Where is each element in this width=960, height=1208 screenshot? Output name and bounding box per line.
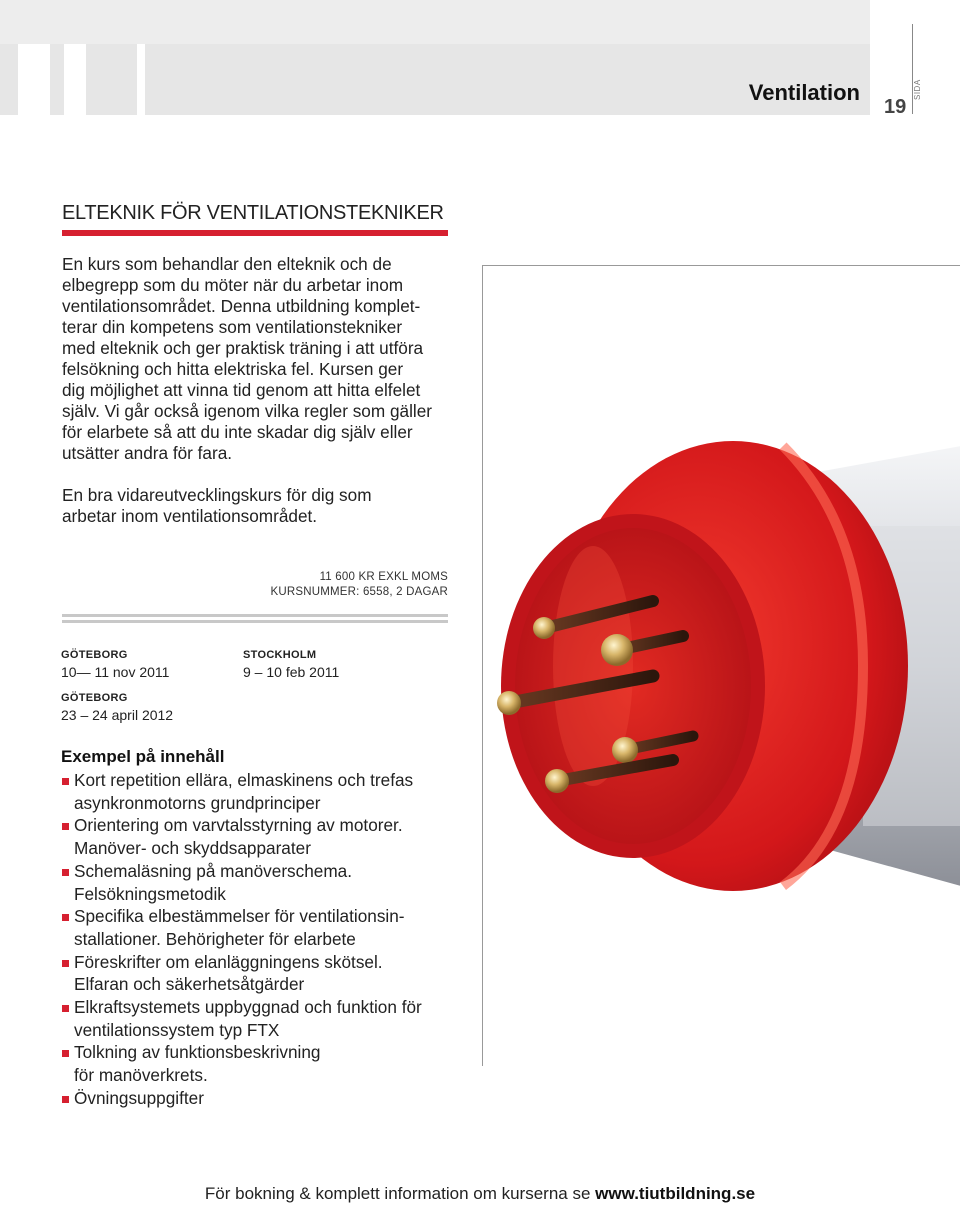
header-decor-bar	[137, 44, 145, 115]
intro-line: dig möjlighet att vinna tid genom att hitta elfelet	[62, 380, 421, 400]
list-item-line: Tolkning av funktionsbeskrivning	[74, 1042, 321, 1063]
list-item-line: för manöverkrets.	[74, 1065, 208, 1086]
intro-line: elbegrepp som du möter när du arbetar inom	[62, 275, 404, 295]
bullet-square-icon	[62, 1005, 69, 1012]
intro-line: En bra vidareutvecklingskurs för dig som	[62, 485, 372, 505]
list-item	[62, 769, 462, 814]
list-item	[62, 905, 462, 950]
date-goteborg-2	[61, 692, 173, 723]
intro-line: själv. Vi går också igenom vilka regler som gäller	[62, 401, 433, 421]
content-heading: Exempel på innehåll	[61, 747, 225, 766]
price-info	[200, 570, 448, 600]
list-item	[62, 814, 462, 859]
divider-rules	[62, 614, 448, 626]
list-item-line: Manöver- och skyddsapparater	[74, 838, 311, 859]
list-item-line: stallationer. Behörigheter för elarbete	[74, 928, 356, 949]
intro-line: för elarbete så att du inte skadar dig själv eller	[62, 422, 413, 442]
bullet-square-icon	[62, 1050, 69, 1057]
bullet-square-icon	[62, 1096, 69, 1103]
page-number: 19	[884, 96, 907, 118]
intro-paragraph	[62, 254, 454, 464]
intro-line: felsökning och hitta elektriska fel. Kursen ger	[62, 359, 404, 379]
list-item-line: Föreskrifter om elanläggningens skötsel.	[74, 951, 383, 972]
list-item	[62, 996, 462, 1041]
list-item-line: Kort repetition ellära, elmaskinens och trefas	[74, 770, 414, 790]
list-item-line: Schemaläsning på manöverschema.	[74, 860, 353, 881]
list-item-line: Felsökningsmetodik	[74, 883, 226, 904]
page-divider	[912, 24, 913, 114]
list-item-line: Övningsuppgifter	[74, 1087, 204, 1108]
bullet-square-icon	[62, 823, 69, 830]
course-intro	[62, 254, 454, 548]
list-item	[62, 860, 462, 905]
list-item-line: Elkraftsystemets uppbyggnad och funktion för	[74, 997, 422, 1018]
website-link[interactable]: www.tiutbildning.se	[595, 1184, 756, 1203]
bullet-square-icon	[62, 869, 69, 876]
course-number: KURSNUMMER: 6558, 2 DAGAR	[270, 586, 448, 598]
list-item	[62, 1041, 462, 1086]
city-label: STOCKHOLM	[243, 649, 317, 661]
city-label: GÖTEBORG	[61, 649, 128, 661]
bullet-square-icon	[62, 960, 69, 967]
header-top-band	[0, 0, 870, 44]
bullet-square-icon	[62, 778, 69, 785]
intro-line: terar din kompetens som ventilationstekniker	[62, 317, 403, 337]
date-label: 9 – 10 feb 2011	[243, 664, 340, 680]
course-title: ELTEKNIK FÖR VENTILATIONSTEKNIKER	[62, 202, 444, 224]
footer	[0, 1184, 960, 1204]
list-item	[62, 951, 462, 996]
bullet-square-icon	[62, 914, 69, 921]
list-item-line: Orientering om varvtalsstyrning av motorer.	[74, 815, 403, 836]
date-goteborg-1	[61, 649, 169, 680]
content-list	[62, 769, 462, 1110]
date-label: 10— 11 nov 2011	[61, 664, 170, 680]
list-item-line: Specifika elbestämmelser för ventilationsin-	[74, 906, 405, 927]
list-item-line: ventilationssystem typ FTX	[74, 1019, 280, 1040]
city-label: GÖTEBORG	[61, 692, 128, 704]
page-label: SIDA	[913, 79, 922, 100]
header-decor-bar	[18, 44, 50, 115]
plug-illustration	[483, 266, 960, 1066]
date-stockholm	[243, 649, 339, 680]
list-item-line: Elfaran och säkerhetsåtgärder	[74, 974, 305, 995]
intro-paragraph	[62, 485, 454, 527]
intro-line: En kurs som behandlar den elteknik och de	[62, 254, 392, 274]
price: 11 600 KR EXKL MOMS	[319, 571, 448, 583]
divider-rule	[62, 620, 448, 623]
section-title: Ventilation	[748, 80, 860, 105]
title-underline	[62, 230, 448, 236]
intro-line: arbetar inom ventilationsområdet.	[62, 506, 318, 526]
intro-line: utsätter andra för fara.	[62, 443, 233, 463]
list-item-line: asynkronmotorns grundprinciper	[74, 792, 321, 813]
footer-text: För bokning & komplett information om kurserna se	[204, 1184, 591, 1203]
intro-line: ventilationsområdet. Denna utbildning komplet-	[62, 296, 421, 316]
intro-line: med elteknik och ger praktisk träning i att utföra	[62, 338, 424, 358]
plug-photo	[482, 265, 960, 1066]
list-item	[62, 1087, 462, 1110]
date-label: 23 – 24 april 2012	[61, 707, 174, 723]
header-decor-bar	[64, 44, 86, 115]
divider-rule	[62, 614, 448, 617]
